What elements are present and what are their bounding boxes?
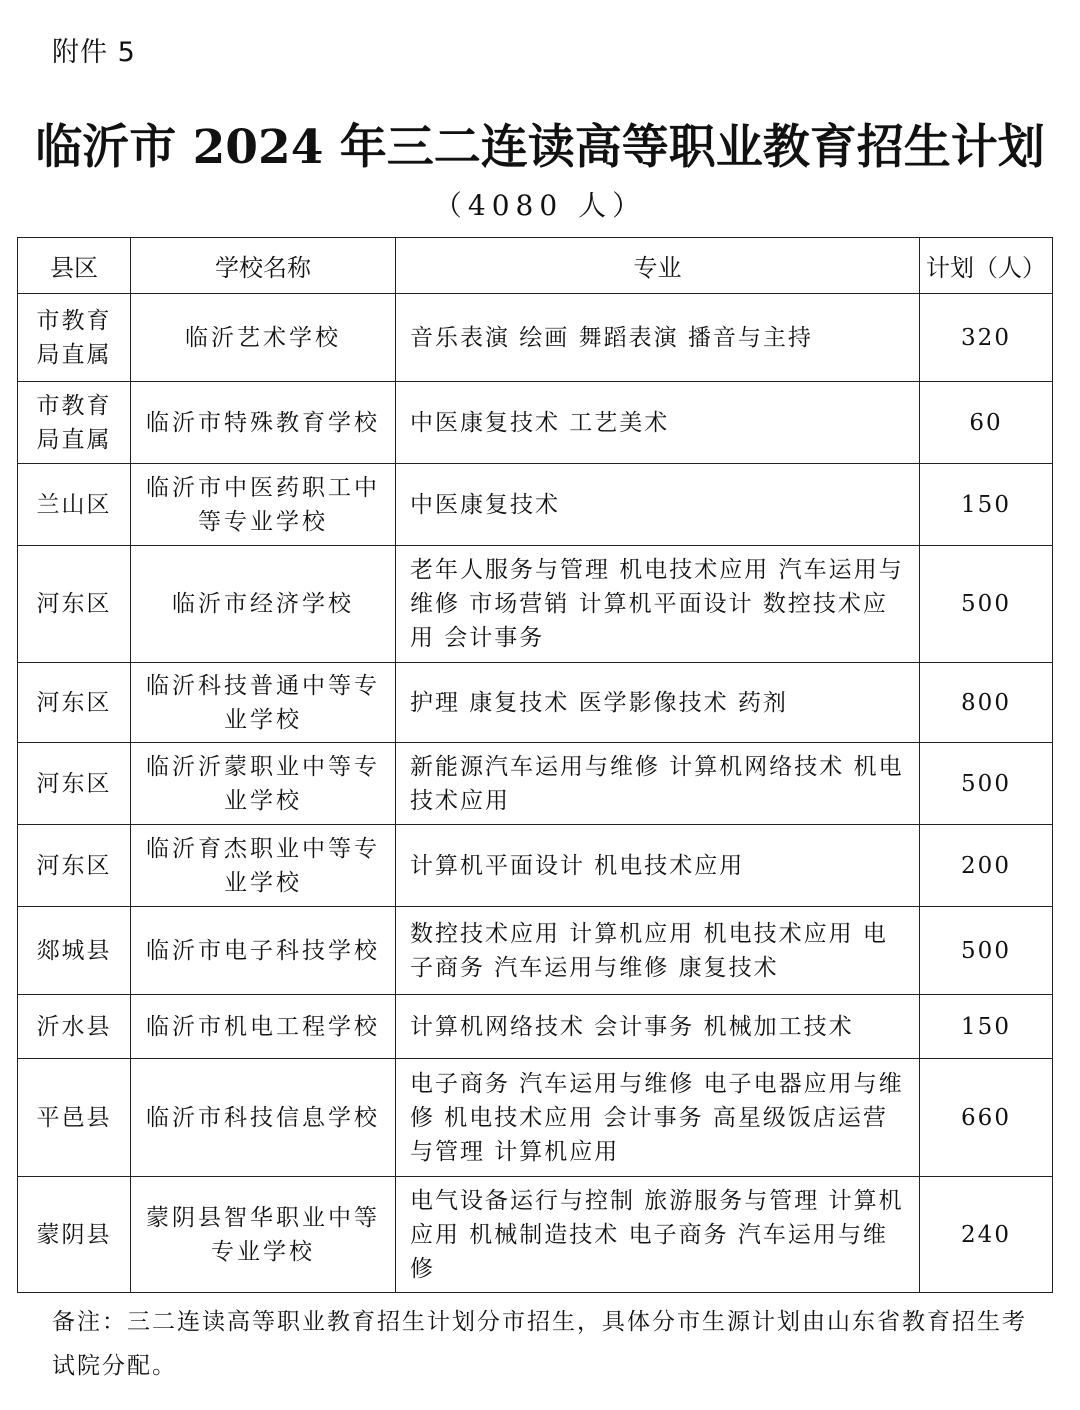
cell-major: 计算机平面设计 机电技术应用: [396, 825, 920, 907]
cell-county: [18, 663, 131, 743]
county-name: 兰山区: [36, 491, 112, 518]
county-name: 河东区: [36, 852, 112, 879]
header-county: 县区: [18, 238, 131, 294]
cell-major: 数控技术应用 计算机应用 机电技术应用 电子商务 汽车运用与维修 康复技术: [396, 907, 920, 995]
table-row: [18, 825, 1053, 907]
page-title: 临沂市 2024 年三二连读高等职业教育招生计划: [35, 120, 1045, 175]
cell-county: [18, 1177, 131, 1293]
table-header-row: [18, 238, 1053, 294]
table-row: [18, 663, 1053, 743]
enrollment-plan-table: [17, 237, 1053, 1293]
cell-county: [18, 743, 131, 825]
cell-school: 临沂育杰职业中等专业学校: [131, 825, 396, 907]
county-name: 市教育局直属: [36, 392, 112, 453]
table-row: [18, 546, 1053, 663]
cell-school: 临沂市电子科技学校: [131, 907, 396, 995]
cell-major: 护理 康复技术 医学影像技术 药剂: [396, 663, 920, 743]
cell-major: 老年人服务与管理 机电技术应用 汽车运用与维修 市场营销 计算机平面设计 数控技术应用 会计事务: [396, 546, 920, 663]
cell-plan: 60: [920, 382, 1053, 464]
cell-school: 蒙阴县智华职业中等专业学校: [131, 1177, 396, 1293]
cell-major: 新能源汽车运用与维修 计算机网络技术 机电技术应用: [396, 743, 920, 825]
cell-school: 临沂市机电工程学校: [131, 995, 396, 1059]
cell-major: 电气设备运行与控制 旅游服务与管理 计算机应用 机械制造技术 电子商务 汽车运用与维修: [396, 1177, 920, 1293]
cell-major: 中医康复技术: [396, 464, 920, 546]
cell-plan: 500: [920, 546, 1053, 663]
cell-plan: 800: [920, 663, 1053, 743]
cell-county: [18, 995, 131, 1059]
cell-county: [18, 825, 131, 907]
cell-school: 临沂市特殊教育学校: [131, 382, 396, 464]
cell-major: 中医康复技术 工艺美术: [396, 382, 920, 464]
county-name: 河东区: [36, 591, 112, 617]
header-school: 学校名称: [131, 238, 396, 294]
cell-plan: 150: [920, 464, 1053, 546]
header-major: 专业: [396, 238, 920, 294]
cell-plan: 500: [920, 907, 1053, 995]
header-plan: 计划（人）: [920, 238, 1053, 294]
table-row: [18, 743, 1053, 825]
table-row: [18, 907, 1053, 995]
cell-plan: 240: [920, 1177, 1053, 1293]
table-row: [18, 995, 1053, 1059]
table-row: [18, 1059, 1053, 1177]
cell-school: 临沂市科技信息学校: [131, 1059, 396, 1177]
table-row: [18, 1177, 1053, 1293]
cell-school: 临沂科技普通中等专业学校: [131, 663, 396, 743]
cell-county: [18, 294, 131, 382]
cell-county: [18, 546, 131, 663]
cell-major: 音乐表演 绘画 舞蹈表演 播音与主持: [396, 294, 920, 382]
attachment-label: 附件 5: [52, 37, 136, 68]
county-name: 平邑县: [36, 1104, 112, 1131]
cell-school: 临沂市经济学校: [131, 546, 396, 663]
county-name: 蒙阴县: [36, 1221, 112, 1248]
county-name: 河东区: [36, 689, 112, 716]
cell-school: 临沂市中医药职工中等专业学校: [131, 464, 396, 546]
cell-school: 临沂沂蒙职业中等专业学校: [131, 743, 396, 825]
cell-county: [18, 1059, 131, 1177]
table-row: [18, 382, 1053, 464]
cell-plan: 500: [920, 743, 1053, 825]
cell-county: [18, 464, 131, 546]
cell-plan: 320: [920, 294, 1053, 382]
cell-major: 计算机网络技术 会计事务 机械加工技术: [396, 995, 920, 1059]
cell-county: [18, 382, 131, 464]
county-name: 沂水县: [36, 1013, 112, 1040]
county-name: 郯城县: [36, 937, 112, 964]
table-body: [18, 294, 1053, 1293]
footnote: 备注：三二连读高等职业教育招生计划分市招生，具体分市生源计划由山东省教育招生考试院分配。: [52, 1309, 1027, 1379]
cell-major: 电子商务 汽车运用与维修 电子电器应用与维修 机电技术应用 会计事务 高星级饭店运营与管理 计算机应用: [396, 1059, 920, 1177]
cell-county: [18, 907, 131, 995]
table-row: [18, 464, 1053, 546]
county-name: 市教育局直属: [36, 307, 112, 368]
cell-plan: 660: [920, 1059, 1053, 1177]
table-row: [18, 294, 1053, 382]
cell-school: 临沂艺术学校: [131, 294, 396, 382]
cell-plan: 150: [920, 995, 1053, 1059]
total-count: （4080 人）: [433, 189, 647, 222]
county-name: 河东区: [36, 770, 112, 797]
cell-plan: 200: [920, 825, 1053, 907]
